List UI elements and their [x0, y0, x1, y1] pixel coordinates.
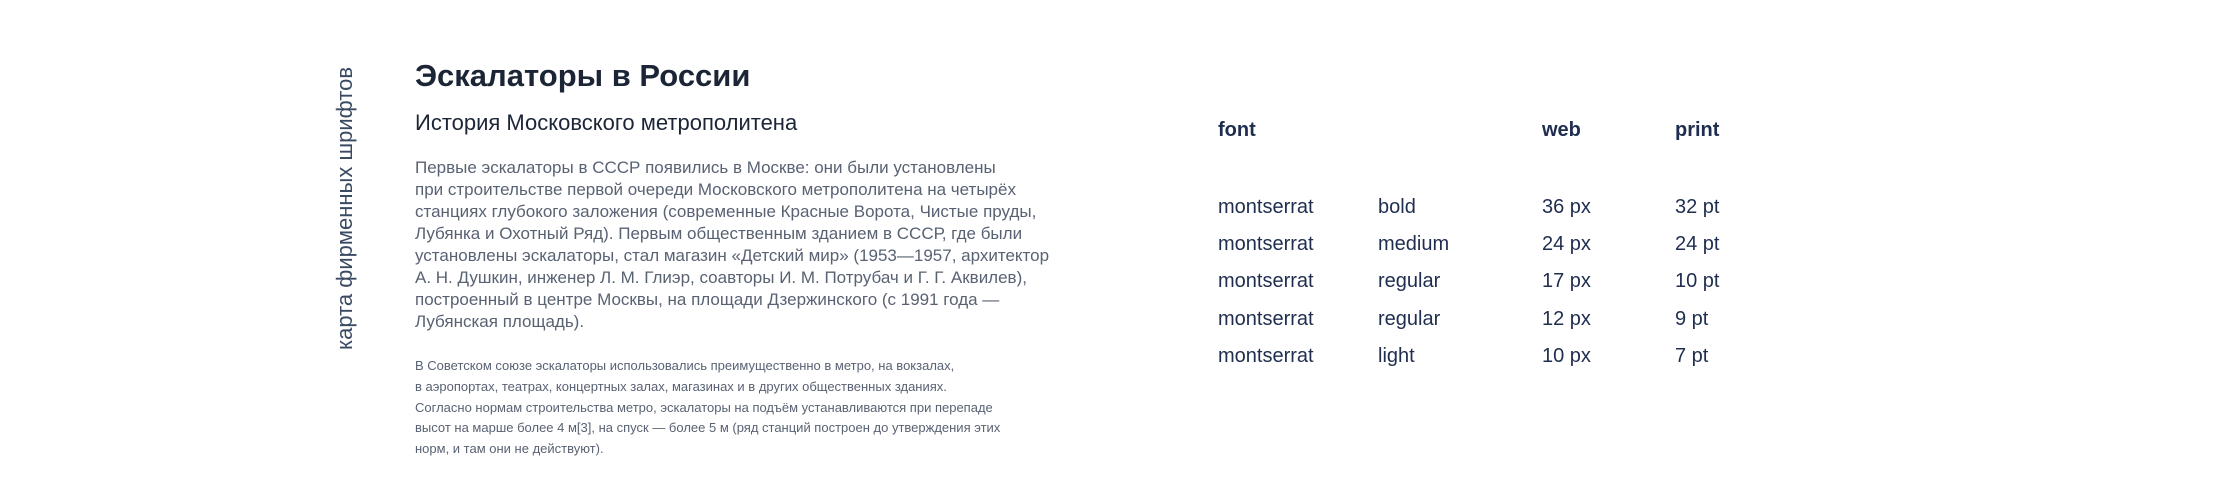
row-font: montserrat	[1218, 308, 1314, 330]
small-line: в аэропортах, театрах, концертных залах, магазинах и в других общественных зданиях.	[415, 378, 947, 394]
row-font: montserrat	[1218, 233, 1314, 255]
side-label: карта фирменных шрифтов	[332, 66, 357, 350]
row-font: montserrat	[1218, 196, 1314, 218]
row-web-size: 10 px	[1542, 345, 1591, 367]
row-web-size: 17 px	[1542, 270, 1591, 292]
row-print-size: 32 pt	[1675, 196, 1720, 218]
row-web-size: 12 px	[1542, 308, 1591, 330]
page-subtitle: История Московского метрополитена	[415, 110, 798, 135]
small-paragraph	[415, 356, 1065, 460]
header-web: web	[1542, 119, 1581, 141]
font-table	[1218, 0, 1818, 504]
small-line: В Советском союзе эскалаторы использовались преимущественно в метро, на вокзалах,	[415, 358, 955, 373]
body-line: при строительстве первой очереди Московского метрополитена на четырёх	[415, 180, 1016, 199]
body-line: станциях глубокого заложения (современные Красные Ворота, Чистые пруды,	[415, 202, 1037, 221]
body-line: Лубянка и Охотный Ряд). Первым общественным зданием в СССР, где были	[415, 224, 1023, 243]
header-print: print	[1675, 119, 1720, 141]
row-web-size: 24 px	[1542, 233, 1591, 255]
body-paragraph	[415, 157, 1065, 333]
row-weight: bold	[1378, 196, 1416, 218]
row-weight: regular	[1378, 270, 1441, 292]
row-font: montserrat	[1218, 270, 1314, 292]
small-line: норм, и там они не действуют).	[415, 441, 604, 457]
row-weight: medium	[1378, 233, 1450, 255]
row-print-size: 24 pt	[1675, 233, 1720, 255]
small-line: Согласно нормам строительства метро, эскалаторы на подъём устанавливаются при перепаде	[415, 399, 993, 415]
body-line: построенный в центре Москвы, на площади Дзержинского (с 1991 года —	[415, 290, 1000, 309]
header-font: font	[1218, 119, 1256, 141]
row-web-size: 36 px	[1542, 196, 1591, 218]
body-line: Первые эскалаторы в СССР появились в Москве: они были установлены	[415, 158, 996, 177]
row-weight: regular	[1378, 308, 1441, 330]
row-font: montserrat	[1218, 345, 1314, 367]
body-line: установлены эскалаторы, стал магазин «Детский мир» (1953—1957, архитектор	[415, 246, 1050, 265]
body-line: А. Н. Душкин, инженер Л. М. Глиэр, соавторы И. М. Потрубач и Г. Г. Аквилев),	[415, 268, 1027, 287]
row-print-size: 7 pt	[1675, 345, 1709, 367]
row-weight: light	[1378, 345, 1415, 367]
row-print-size: 10 pt	[1675, 270, 1720, 292]
page-title: Эскалаторы в России	[415, 58, 751, 93]
small-line: высот на марше более 4 м[3], на спуск — более 5 м (ряд станций построен до утверждения этих	[415, 420, 1001, 436]
body-line: Лубянская площадь).	[415, 312, 585, 331]
row-print-size: 9 pt	[1675, 308, 1709, 330]
